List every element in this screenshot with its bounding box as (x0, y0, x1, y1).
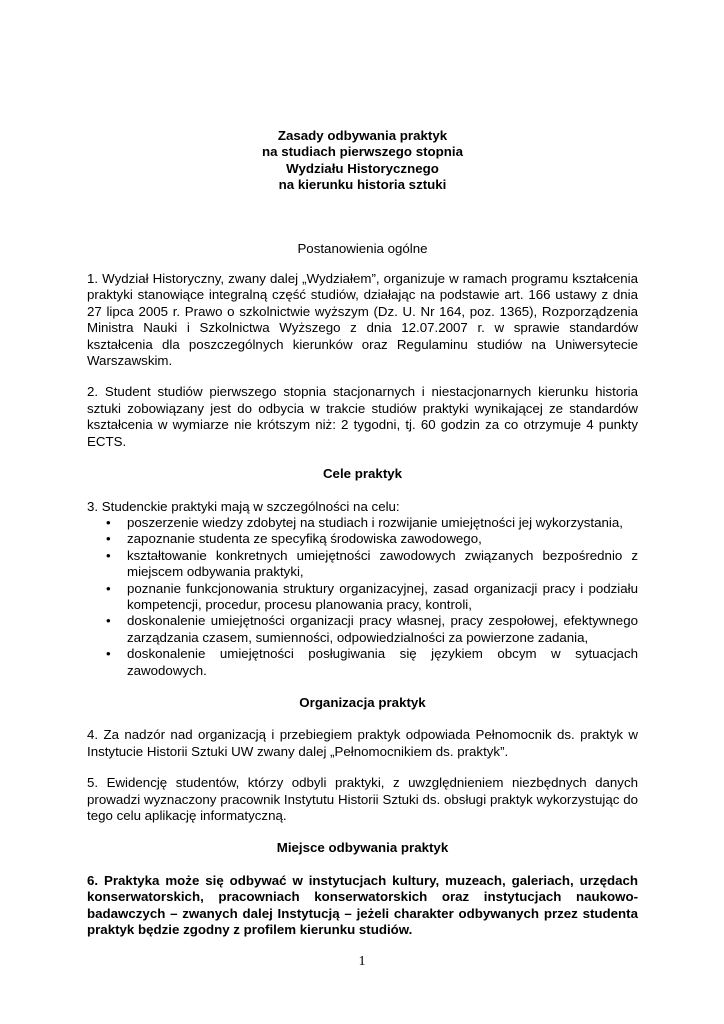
section-heading-goals: Cele praktyk (322, 466, 403, 482)
list-item-text: doskonalenie umiejętności posługiwania się językiem obcym w sytuacjach zawodowych. (127, 646, 638, 678)
bullet-icon: • (106, 514, 111, 530)
list-item (87, 581, 638, 614)
bullet-icon: • (106, 531, 111, 547)
paragraph-1: 1. Wydział Historyczny, zwany dalej „Wydziałem”, organizuje w ramach programu kształcenia praktyki stanowiące integralną część studiów, działając na podstawie art. 166 ustawy z dnia 27 lipca 2005 r. Prawo o szkolnictwie wyższym (Dz. U. Nr 164, poz. 1365), Rozporządzenia Ministra Nauki i Szkolnictwa Wyższego z dnia 12.07.2007 r. w sprawie standardów kształcenia dla poszczególnych kierunków oraz Regulaminu studiów na Uniwersytecie Warszawskim. (87, 271, 638, 369)
title-line: Wydziału Historycznego (286, 160, 439, 176)
list-item (87, 613, 638, 646)
list-item (87, 531, 638, 547)
list-item (87, 646, 638, 679)
page-number: 1 (358, 954, 366, 969)
paragraph-2: 2. Student studiów pierwszego stopnia stacjonarnych i niestacjonarnych kierunku historia sztuki zobowiązany jest do odbycia w trakcie studiów praktyki wynikającej ze standardów kształcenia w wymiarze nie krótszym niż: 2 tygodni, tj. 60 godzin za co otrzymuje 4 punkty ECTS. (87, 384, 638, 449)
paragraph-4: 4. Za nadzór nad organizacją i przebiegiem praktyk odpowiada Pełnomocnik ds. praktyk w Instytucie Historii Sztuki UW zwany dalej „Pełnomocnikiem ds. praktyk”. (87, 727, 638, 759)
document-page (87, 128, 638, 953)
list-item-text: poszerzenie wiedzy zdobytej na studiach i rozwijanie umiejętności jej wykorzystania, (127, 514, 623, 530)
paragraph-6: 6. Praktyka może się odbywać w instytucjach kultury, muzeach, galeriach, urzędach konserwatorskich, pracowniach konserwatorskich oraz instytucjach naukowo-badawczych – zwanych dalej Instytucją – jeżeli charakter odbywanych przez studenta praktyk będzie zgodny z profilem kierunku studiów. (87, 872, 638, 938)
goals-list (87, 515, 638, 679)
list-item-text: poznanie funkcjonowania struktury organizacyjnej, zasad organizacji pracy i podziału kompetencji, procedur, procesu planowania pracy, kontroli, (127, 580, 638, 612)
paragraph-5: 5. Ewidencję studentów, którzy odbyli praktyki, z uwzględnieniem niezbędnych danych prowadzi wyznaczony pracownik Instytutu Historii Sztuki ds. obsługi praktyk wykorzystując do tego celu aplikację informatyczną. (87, 775, 638, 823)
document-title (87, 128, 638, 194)
bullet-icon: • (106, 613, 111, 629)
section-heading-general: Postanowienia ogólne (297, 240, 428, 256)
list-item-text: doskonalenie umiejętności organizacji pracy własnej, pracy zespołowej, efektywnego zarządzania czasem, sumienności, odpowiedzialności za powierzone zadania, (127, 613, 638, 645)
bullet-icon: • (106, 547, 111, 563)
section-heading-place: Miejsce odbywania praktyk (276, 840, 449, 856)
bullet-icon: • (106, 580, 111, 596)
title-line: na studiach pierwszego stopnia (262, 144, 463, 160)
bullet-icon: • (106, 646, 111, 662)
list-item-text: zapoznanie studenta ze specyfiką środowiska zawodowego, (127, 531, 482, 547)
title-line: na kierunku historia sztuki (278, 177, 447, 193)
section-heading-organization: Organizacja praktyk (299, 694, 426, 710)
list-item (87, 548, 638, 581)
paragraph-3-intro: 3. Studenckie praktyki mają w szczególności na celu: (87, 498, 400, 514)
list-item-text: kształtowanie konkretnych umiejętności zawodowych związanych bezpośrednio z miejscem odbywania praktyki, (127, 547, 638, 580)
title-line: Zasady odbywania praktyk (277, 128, 448, 143)
list-item (87, 515, 638, 531)
